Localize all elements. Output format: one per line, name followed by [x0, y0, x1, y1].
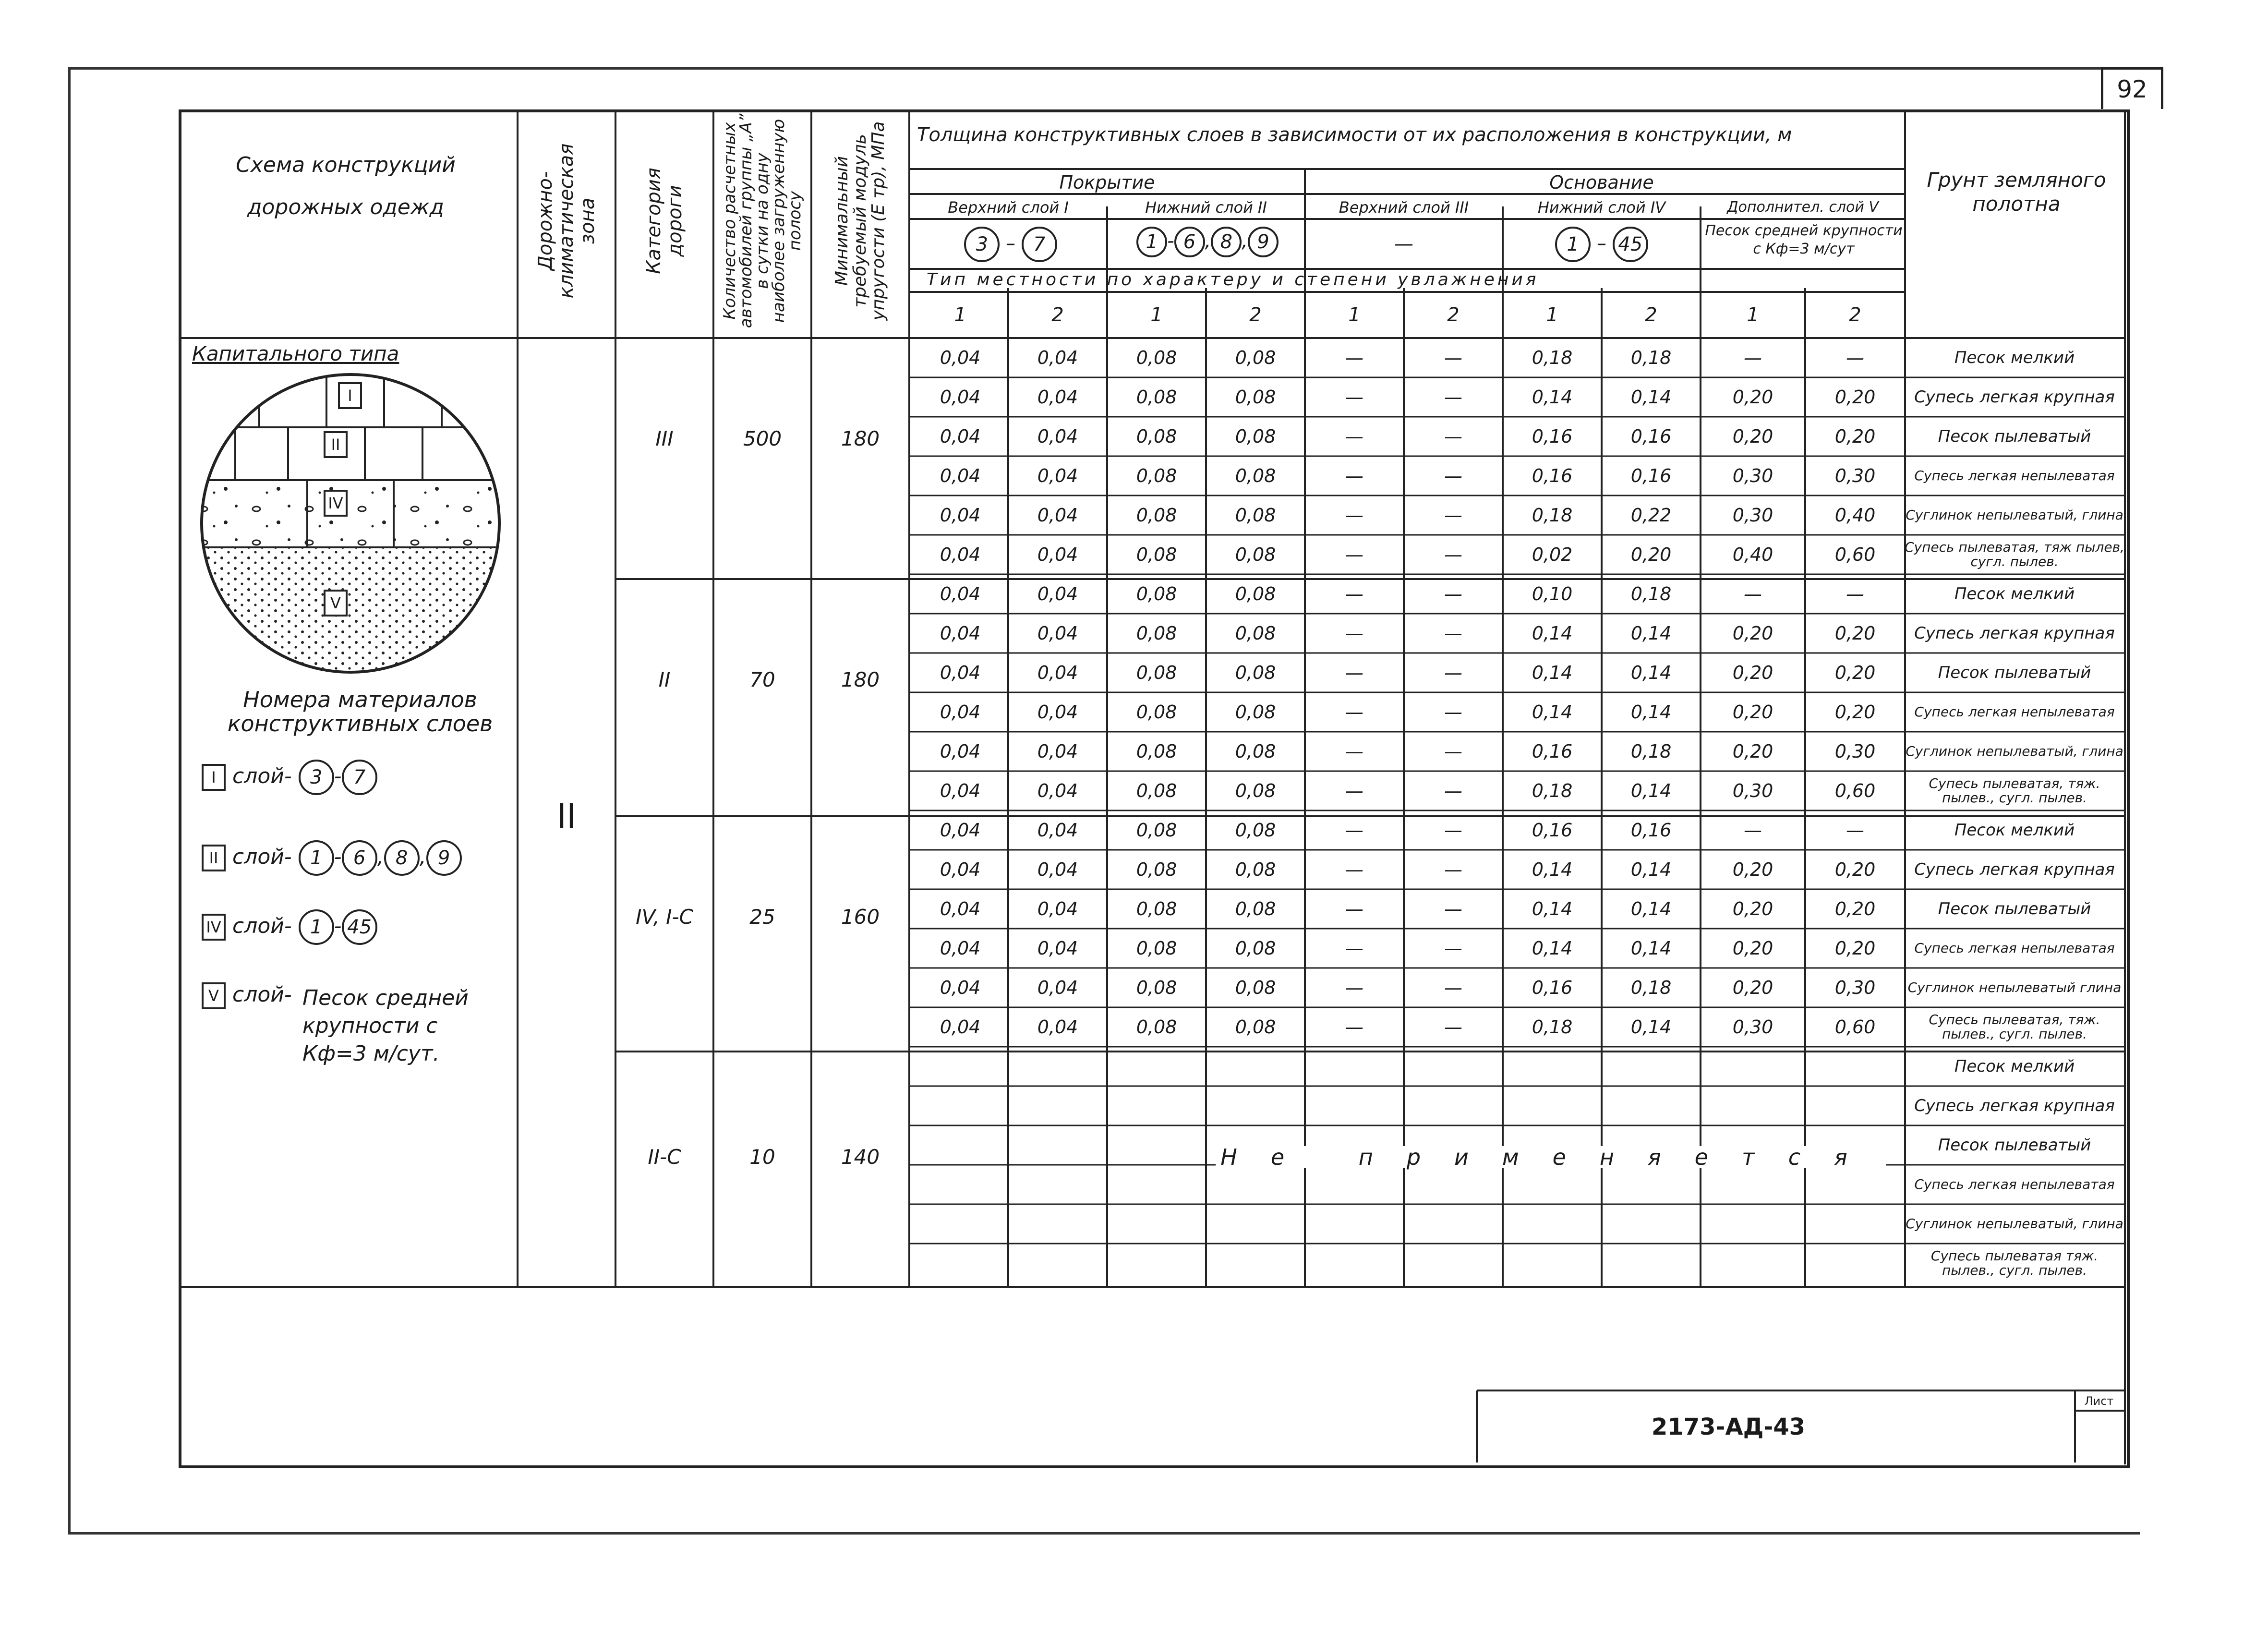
thickness-cell: — [1345, 1016, 1363, 1038]
thickness-cell: 0,08 [1136, 938, 1177, 959]
soil-type: Песок мелкий [1954, 821, 2075, 840]
thickness-cell: — [1744, 820, 1762, 841]
thickness-cell: — [1846, 347, 1864, 368]
thickness-cell: 0,20 [1834, 898, 1876, 919]
thickness-cell: 0,08 [1235, 898, 1276, 919]
thickness-cell: 0,20 [1732, 426, 1773, 447]
thickness-cell: 0,14 [1532, 898, 1573, 919]
terrain-type-number: 1 [954, 304, 966, 326]
sub-bottom-base: Нижний слой IV [1537, 198, 1666, 217]
thickness-cell: — [1444, 505, 1462, 526]
header-zone: Дорожно-климатическая зона [534, 143, 599, 299]
soil-type: Суглинок непылеватый глина [1907, 979, 2122, 995]
group-category: III [655, 427, 674, 450]
thickness-cell: — [1444, 898, 1462, 919]
thickness-cell: 0,10 [1532, 583, 1573, 604]
soil-type: Песок мелкий [1954, 584, 2075, 604]
thickness-cell: 0,20 [1834, 387, 1876, 408]
thickness-cell: 0,08 [1136, 820, 1177, 841]
thickness-cell: 0,08 [1235, 859, 1276, 880]
thickness-cell: — [1345, 741, 1363, 762]
thickness-cell: 0,08 [1235, 820, 1276, 841]
thickness-cell: — [1444, 977, 1462, 998]
thickness-cell: 0,20 [1732, 741, 1773, 762]
soil-type: Супесь легкая крупная [1914, 1096, 2115, 1115]
thickness-cell: 0,04 [1037, 544, 1078, 565]
thickness-cell: 0,04 [940, 387, 981, 408]
thickness-cell: 0,08 [1136, 701, 1177, 723]
material-number: 8 [1211, 227, 1242, 257]
thickness-cell: 0,08 [1136, 1016, 1177, 1038]
thickness-cell: 0,20 [1834, 662, 1876, 683]
thickness-cell: 0,08 [1235, 1016, 1276, 1038]
material-number: 6 [1174, 227, 1205, 257]
thickness-cell: 0,14 [1532, 662, 1573, 683]
material-number: 45 [342, 909, 377, 945]
thickness-cell: 0,60 [1834, 1016, 1876, 1038]
thickness-cell: 0,04 [1037, 938, 1078, 959]
materials-title: Номера материалов конструктивных слоев [227, 687, 493, 737]
material-number: 45 [1613, 227, 1648, 262]
thickness-cell: 0,14 [1532, 387, 1573, 408]
thickness-cell: — [1345, 662, 1363, 683]
terrain-type-number: 2 [1645, 304, 1657, 326]
thickness-cell: 0,08 [1235, 741, 1276, 762]
thickness-cell: 0,08 [1235, 544, 1276, 565]
thickness-cell: 0,04 [1037, 701, 1078, 723]
soil-type: Супесь легкая непылеватая [1914, 940, 2115, 956]
group-modulus: 180 [841, 427, 880, 450]
header-modulus: Минимальный требуемый модуль упругости (Е тр), МПа [832, 121, 888, 321]
thickness-cell: 0,04 [1037, 583, 1078, 604]
thickness-cell: — [1444, 780, 1462, 801]
soil-type: Супесь пылеватая, тяж пылев, сугл. пылев. [1905, 539, 2124, 569]
thickness-cell: 0,04 [940, 820, 981, 841]
thickness-cell: 0,08 [1136, 505, 1177, 526]
thickness-cell: 0,16 [1532, 465, 1573, 486]
thickness-cell: 0,20 [1834, 701, 1876, 723]
thickness-cell: 0,08 [1235, 465, 1276, 486]
climatic-zone: II [556, 797, 577, 836]
mat-bottom-coating: 1 - 6 , 8 , 9 [1110, 227, 1305, 257]
terrain-type-number: 1 [1747, 304, 1759, 326]
terrain-type-number: 2 [1849, 304, 1861, 326]
thickness-cell: 0,08 [1235, 977, 1276, 998]
header-traffic: Количество расчетных автомобилей группы „А” в сутки на одну наиболее загруженную полосу [720, 113, 805, 328]
thickness-cell: 0,14 [1532, 701, 1573, 723]
thickness-cell: — [1345, 387, 1363, 408]
material-number: 7 [1022, 227, 1057, 262]
thickness-cell: 0,04 [940, 662, 981, 683]
material-number: 3 [299, 760, 334, 795]
thickness-cell: 0,04 [940, 780, 981, 801]
thickness-cell: 0,04 [1037, 820, 1078, 841]
thickness-cell: — [1444, 426, 1462, 447]
thickness-cell: 0,16 [1532, 977, 1573, 998]
layer-mark-5: V [324, 590, 348, 616]
terrain-type-number: 2 [1249, 304, 1262, 326]
group-category: IV, I-С [636, 905, 693, 929]
thickness-cell: 0,20 [1732, 938, 1773, 959]
thickness-cell: 0,18 [1630, 977, 1672, 998]
thickness-cell: — [1846, 583, 1864, 604]
soil-type: Суглинок непылеватый, глина [1906, 507, 2123, 523]
layer-mark-1: I [338, 382, 362, 409]
thickness-cell: 0,60 [1834, 780, 1876, 801]
group-traffic: 25 [749, 905, 775, 929]
sub-additional: Дополнител. слой V [1727, 199, 1879, 216]
thickness-cell: 0,08 [1235, 583, 1276, 604]
thickness-cell: — [1345, 544, 1363, 565]
thickness-cell: 0,04 [940, 741, 981, 762]
soil-type: Песок мелкий [1954, 348, 2075, 367]
document-code: 2173-АД-43 [1651, 1414, 1806, 1440]
thickness-cell: — [1444, 741, 1462, 762]
thickness-cell: — [1444, 938, 1462, 959]
material-number: 6 [342, 840, 377, 876]
thickness-cell: 0,14 [1532, 623, 1573, 644]
terrain-type-number: 1 [1546, 304, 1558, 326]
soil-type: Песок пылеватый [1938, 663, 2091, 682]
thickness-cell: 0,04 [940, 426, 981, 447]
thickness-cell: 0,08 [1136, 583, 1177, 604]
layer-mark-4: IV [324, 490, 348, 517]
thickness-cell: 0,40 [1834, 505, 1876, 526]
thickness-cell: — [1444, 465, 1462, 486]
thickness-cell: 0,08 [1235, 426, 1276, 447]
thickness-cell: 0,18 [1630, 347, 1672, 368]
soil-type: Песок пылеватый [1938, 899, 2091, 919]
material-number: 9 [1248, 227, 1279, 257]
thickness-cell: 0,30 [1834, 741, 1876, 762]
group-traffic: 70 [749, 668, 775, 691]
thickness-cell: — [1444, 820, 1462, 841]
terrain-type-number: 2 [1447, 304, 1460, 326]
thickness-cell: 0,30 [1732, 505, 1773, 526]
thickness-cell: 0,20 [1834, 938, 1876, 959]
thickness-cell: 0,14 [1630, 662, 1672, 683]
material-number: 9 [426, 840, 462, 876]
material-number: 1 [1136, 227, 1167, 257]
thickness-cell: 0,16 [1630, 820, 1672, 841]
thickness-cell: — [1345, 465, 1363, 486]
thickness-cell: — [1444, 387, 1462, 408]
soil-type: Суглинок непылеватый, глина [1906, 743, 2123, 759]
thickness-cell: 0,30 [1732, 465, 1773, 486]
soil-type: Супесь легкая непылеватая [1914, 468, 2115, 484]
thickness-cell: 0,30 [1732, 1016, 1773, 1038]
layer-mark-2: II [324, 431, 348, 458]
thickness-cell: — [1345, 623, 1363, 644]
thickness-cell: 0,14 [1532, 859, 1573, 880]
thickness-cell: 0,20 [1732, 859, 1773, 880]
thickness-cell: 0,16 [1630, 465, 1672, 486]
thickness-cell: 0,08 [1235, 387, 1276, 408]
thickness-cell: 0,04 [1037, 741, 1078, 762]
thickness-cell: 0,16 [1532, 426, 1573, 447]
thickness-cell: 0,18 [1532, 780, 1573, 801]
thickness-cell: 0,08 [1136, 859, 1177, 880]
group-traffic: 500 [743, 427, 782, 450]
page-number: 92 [2117, 75, 2147, 103]
thickness-cell: — [1345, 505, 1363, 526]
thickness-cell: 0,04 [940, 583, 981, 604]
material-number: 1 [299, 840, 334, 876]
thickness-cell: 0,08 [1136, 623, 1177, 644]
thickness-cell: 0,04 [940, 938, 981, 959]
terrain-type-number: 2 [1051, 304, 1064, 326]
thickness-cell: 0,20 [1834, 426, 1876, 447]
thickness-cell: 0,14 [1630, 898, 1672, 919]
thickness-cell: 0,14 [1630, 701, 1672, 723]
thickness-cell: 0,08 [1136, 465, 1177, 486]
group-base: Основание [1549, 172, 1654, 193]
thickness-cell: 0,04 [940, 544, 981, 565]
legend-layer-5: V слой- Песок средней крупности с Кф=3 м/сут. [202, 982, 499, 1068]
thickness-cell: — [1444, 1016, 1462, 1038]
thickness-cell: — [1345, 898, 1363, 919]
thickness-cell: 0,20 [1732, 662, 1773, 683]
group-modulus: 140 [841, 1145, 880, 1169]
mat-top-coating: 3 – 7 [917, 227, 1104, 262]
thickness-cell: 0,08 [1136, 662, 1177, 683]
thickness-cell: 0,14 [1630, 387, 1672, 408]
sub-bottom-coating: Нижний слой II [1145, 198, 1267, 217]
soil-type: Супесь легкая непылеватая [1914, 1176, 2115, 1192]
thickness-cell: 0,14 [1630, 623, 1672, 644]
legend-layer-1: I слой- 3 - 7 [202, 760, 377, 795]
thickness-cell: — [1744, 583, 1762, 604]
mat-bottom-base: 1 – 45 [1506, 227, 1698, 262]
thickness-cell: 0,04 [940, 859, 981, 880]
group-category: II-С [648, 1145, 681, 1169]
thickness-cell: 0,04 [1037, 465, 1078, 486]
thickness-cell: 0,08 [1235, 662, 1276, 683]
thickness-cell: — [1345, 426, 1363, 447]
thickness-cell: 0,04 [940, 347, 981, 368]
thickness-cell: 0,16 [1532, 741, 1573, 762]
thickness-cell: — [1444, 662, 1462, 683]
soil-type: Супесь легкая крупная [1914, 860, 2115, 879]
thickness-cell: 0,14 [1630, 938, 1672, 959]
thickness-cell: 0,14 [1630, 780, 1672, 801]
header-soil: Грунт земляного полотна [1927, 168, 2106, 216]
group-modulus: 160 [841, 905, 880, 929]
mat-additional: Песок средней крупности с Кф=3 м/сут [1705, 222, 1903, 257]
thickness-cell: 0,08 [1136, 426, 1177, 447]
sub-top-base: Верхний слой III [1339, 198, 1469, 217]
thickness-cell: 0,20 [1834, 623, 1876, 644]
thickness-cell: 0,08 [1136, 898, 1177, 919]
thickness-cell: 0,20 [1732, 623, 1773, 644]
material-number: 1 [1555, 227, 1591, 262]
thickness-cell: 0,04 [1037, 623, 1078, 644]
thickness-cell: — [1444, 544, 1462, 565]
thickness-cell: 0,04 [940, 505, 981, 526]
thickness-cell: 0,20 [1834, 859, 1876, 880]
not-applied-note: Не применяется [1216, 1146, 1886, 1168]
thickness-cell: 0,18 [1532, 1016, 1573, 1038]
thickness-cell: 0,04 [1037, 780, 1078, 801]
header-category: Категория дороги [643, 168, 686, 274]
material-number: 7 [342, 760, 377, 795]
thickness-cell: 0,04 [940, 898, 981, 919]
material-number: 1 [299, 909, 334, 945]
terrain-type-number: 1 [1348, 304, 1361, 326]
thickness-cell: — [1444, 583, 1462, 604]
thickness-cell: 0,20 [1732, 977, 1773, 998]
thickness-cell: 0,08 [1235, 701, 1276, 723]
terrain-note: Тип местности по характеру и степени увлажнения [927, 270, 1539, 290]
thickness-cell: — [1345, 859, 1363, 880]
thickness-cell: — [1345, 701, 1363, 723]
thickness-cell: 0,08 [1235, 780, 1276, 801]
thickness-cell: 0,04 [1037, 387, 1078, 408]
thickness-cell: 0,18 [1532, 347, 1573, 368]
thickness-cell: 0,60 [1834, 544, 1876, 565]
header-scheme: Схема конструкций дорожных одежд [236, 153, 456, 219]
thickness-cell: 0,04 [1037, 347, 1078, 368]
material-number: 8 [384, 840, 420, 876]
thickness-cell: — [1345, 938, 1363, 959]
soil-type: Супесь легкая крупная [1914, 387, 2115, 407]
thickness-cell: 0,08 [1235, 347, 1276, 368]
thickness-cell: 0,22 [1630, 505, 1672, 526]
soil-type: Суглинок непылеватый, глина [1906, 1216, 2123, 1232]
thickness-cell: 0,04 [940, 623, 981, 644]
thickness-cell: 0,04 [940, 465, 981, 486]
thickness-cell: — [1846, 820, 1864, 841]
thickness-cell: 0,30 [1732, 780, 1773, 801]
soil-type: Супесь пылеватая, тяж. пылев., сугл. пылев. [1929, 1012, 2100, 1042]
thickness-cell: 0,04 [1037, 859, 1078, 880]
thickness-cell: 0,20 [1630, 544, 1672, 565]
thickness-cell: — [1345, 780, 1363, 801]
thickness-cell: 0,14 [1532, 938, 1573, 959]
group-traffic: 10 [749, 1145, 775, 1169]
group-coating: Покрытие [1059, 172, 1155, 193]
thickness-cell: 0,02 [1532, 544, 1573, 565]
thickness-cell: 0,08 [1136, 741, 1177, 762]
soil-type: Супесь пылеватая тяж. пылев., сугл. пылев. [1930, 1248, 2099, 1278]
thickness-cell: 0,04 [1037, 426, 1078, 447]
legend-layer-2: II слой- 1 - 6 , 8 , 9 [202, 840, 462, 876]
mat-top-base: — [1394, 233, 1413, 255]
soil-type: Песок пылеватый [1938, 1136, 2091, 1155]
thickness-cell: 0,08 [1136, 780, 1177, 801]
thickness-cell: 0,08 [1136, 387, 1177, 408]
thickness-cell: 0,18 [1630, 741, 1672, 762]
thickness-cell: 0,30 [1834, 465, 1876, 486]
soil-type: Песок пылеватый [1938, 427, 2091, 446]
thickness-cell: 0,16 [1630, 426, 1672, 447]
thickness-cell: 0,14 [1630, 1016, 1672, 1038]
header-thickness-title: Толщина конструктивных слоев в зависимости от их расположения в конструкции, м [917, 124, 1792, 146]
thickness-cell: 0,08 [1235, 505, 1276, 526]
thickness-cell: 0,08 [1235, 623, 1276, 644]
thickness-cell: 0,30 [1834, 977, 1876, 998]
thickness-cell: — [1345, 583, 1363, 604]
thickness-cell: 0,40 [1732, 544, 1773, 565]
thickness-cell: 0,20 [1732, 701, 1773, 723]
legend-layer-4: IV слой- 1 - 45 [202, 909, 377, 945]
soil-type: Супесь легкая непылеватая [1914, 704, 2115, 720]
thickness-cell: 0,04 [1037, 505, 1078, 526]
thickness-cell: 0,14 [1630, 859, 1672, 880]
thickness-cell: — [1444, 859, 1462, 880]
thickness-cell: — [1444, 347, 1462, 368]
thickness-cell: 0,04 [940, 977, 981, 998]
group-modulus: 180 [841, 668, 880, 691]
layer-scheme-diagram [192, 365, 509, 682]
thickness-cell: 0,20 [1732, 898, 1773, 919]
sub-top-coating: Верхний слой I [948, 198, 1069, 217]
thickness-cell: 0,08 [1136, 977, 1177, 998]
terrain-type-number: 1 [1150, 304, 1163, 326]
thickness-cell: — [1444, 623, 1462, 644]
soil-type: Супесь пылеватая, тяж. пылев., сугл. пылев. [1929, 775, 2100, 806]
thickness-cell: 0,08 [1235, 938, 1276, 959]
thickness-cell: 0,08 [1136, 544, 1177, 565]
soil-type: Супесь легкая крупная [1914, 624, 2115, 643]
thickness-cell: 0,18 [1532, 505, 1573, 526]
thickness-cell: 0,20 [1732, 387, 1773, 408]
thickness-cell: 0,04 [940, 1016, 981, 1038]
thickness-cell: — [1345, 977, 1363, 998]
thickness-cell: 0,04 [1037, 898, 1078, 919]
thickness-cell: — [1345, 347, 1363, 368]
thickness-cell: 0,04 [1037, 1016, 1078, 1038]
soil-type: Песок мелкий [1954, 1057, 2075, 1076]
thickness-cell: 0,04 [940, 701, 981, 723]
construction-type: Капитального типа [192, 342, 399, 365]
thickness-cell: — [1444, 701, 1462, 723]
thickness-cell: 0,04 [1037, 662, 1078, 683]
thickness-cell: — [1744, 347, 1762, 368]
material-number: 3 [964, 227, 1000, 262]
thickness-cell: — [1345, 820, 1363, 841]
group-category: II [658, 668, 671, 691]
thickness-cell: 0,08 [1136, 347, 1177, 368]
thickness-cell: 0,18 [1630, 583, 1672, 604]
sheet-label: Лист [2084, 1394, 2114, 1408]
thickness-cell: 0,16 [1532, 820, 1573, 841]
thickness-cell: 0,04 [1037, 977, 1078, 998]
